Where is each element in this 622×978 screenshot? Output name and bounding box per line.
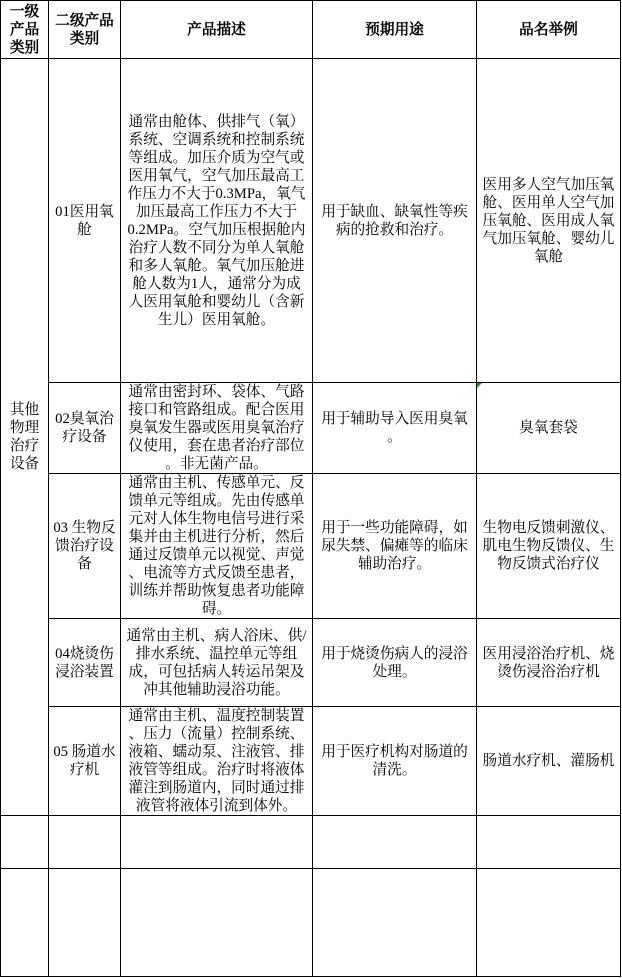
row-2-description-cell (121, 383, 313, 474)
header-product-description-text: 产品描述 (187, 21, 246, 38)
level2-category-text: 05 肠道水疗机 (53, 744, 116, 778)
intended-use-text: 用于一些功能障碍，如 尿失禁、偏瘫等的临床 辅助治疗。 (321, 520, 468, 572)
empty-cell (49, 816, 121, 869)
intended-use-text: 用于辅助导入医用臭氧 。 (321, 411, 468, 445)
row-1-intended-use-cell (313, 59, 477, 383)
row-3-intended-use-cell (313, 474, 477, 619)
row-4-intended-use-cell (313, 619, 477, 707)
product-description-text: 通常由密封环、袋体、气路 接口和管路组成。配合医用 臭氧发生器或医用臭氧治疗 仪使用，套在患者治疗部位 。非无菌产品。 (128, 384, 305, 472)
empty-cell (477, 816, 621, 869)
empty-cell (121, 869, 313, 977)
row-4-level2-category-cell (49, 619, 121, 707)
level2-category-text: 04烧烫伤浸浴装置 (55, 645, 114, 680)
row-2-level2-category-cell (49, 383, 121, 474)
intended-use-text: 用于缺血、缺氧性等疾 病的抢救和治疗。 (321, 203, 468, 238)
level2-category-text: 03 生物反馈治疗设备 (53, 520, 116, 572)
row-2-examples-cell (477, 383, 621, 474)
row-3-level2-category-cell (49, 474, 121, 619)
row-3-description-cell (121, 474, 313, 619)
level1-category-cell (1, 59, 49, 816)
header-level2-category (49, 1, 121, 59)
header-level2-category-text: 二级产品类别 (55, 12, 114, 47)
row-4-examples-cell (477, 619, 621, 707)
product-description-text: 通常由主机、传感单元、反 馈单元等组成。先由传感单 元对人体生物电信号进行采 集并由主机进行分析，然后 通过反馈单元以视觉、声觉 、电流等方式反馈至患者， 训练并帮助恢复患者功能障 碍。 (128, 475, 305, 617)
row-3-examples-cell (477, 474, 621, 619)
empty-cell (313, 869, 477, 977)
product-examples-text: 生物电反馈刺激仪、 肌电生物反馈仪、生 物反馈式治疗仪 (482, 520, 615, 572)
header-product-examples (477, 1, 621, 59)
header-intended-use-text: 预期用途 (365, 21, 424, 38)
product-description-text: 通常由舱体、供排气（氧） 系统、空调系统和控制系统 等组成。加压介质为空气或 医用氧气，空气加压最高工 作压力不大于0.3MPa，氧气 加压最高工作压力不大于 0.2MPa。空气加压根据舱内 治疗人数不同分为单人氧舱 和多人氧舱。氧气加压舱进 舱人数为1人，通常分为成 人医用氧舱和婴幼儿（含新 生儿）医用氧舱。 (127, 113, 306, 328)
error-indicator-icon (477, 383, 482, 388)
header-product-description (121, 1, 313, 59)
level1-category-text: 其他物理治疗设备 (9, 402, 40, 472)
empty-cell (313, 816, 477, 869)
level2-category-text: 02臭氧治疗设备 (55, 411, 114, 445)
row-1-examples-cell (477, 59, 621, 383)
product-examples-text: 肠道水疗机、灌肠机 (482, 753, 615, 769)
product-description-text: 通常由主机、病人浴床、供/ 排水系统、温控单元等组 成，可包括病人转运吊架及 冲其他辅助浸浴功能。 (126, 627, 307, 698)
level2-category-text: 01医用氧舱 (55, 203, 114, 238)
header-level1-category (1, 1, 49, 59)
empty-cell (477, 869, 621, 977)
header-level1-category-text: 一级产品类别 (9, 3, 40, 56)
header-product-examples-text: 品名举例 (519, 21, 578, 38)
empty-cell (49, 869, 121, 977)
row-1-level2-category-cell (49, 59, 121, 383)
row-5-intended-use-cell (313, 707, 477, 816)
empty-cell (121, 816, 313, 869)
product-examples-text: 臭氧套袋 (519, 420, 578, 436)
row-4-description-cell (121, 619, 313, 707)
row-5-level2-category-cell (49, 707, 121, 816)
row-5-description-cell (121, 707, 313, 816)
empty-cell (1, 816, 49, 869)
product-examples-text: 医用多人空气加压氧 舱、医用单人空气加 压氧舱、医用成人氧 气加压氧舱、婴幼儿 氧舱 (482, 176, 615, 265)
product-description-text: 通常由主机、温度控制装置 、压力（流量）控制系统、 液箱、蠕动泵、注液管、排 液管等组成。治疗时将液体 灌注到肠道内，同时通过排 液管将液体引流到体外。 (128, 708, 305, 814)
intended-use-text: 用于烧烫伤病人的浸浴 处理。 (321, 645, 468, 680)
empty-cell (1, 869, 49, 977)
header-intended-use (313, 1, 477, 59)
product-examples-text: 医用浸浴治疗机、烧 烫伤浸浴治疗机 (482, 645, 615, 680)
row-2-intended-use-cell (313, 383, 477, 474)
row-5-examples-cell (477, 707, 621, 816)
row-1-description-cell (121, 59, 313, 383)
intended-use-text: 用于医疗机构对肠道的 清洗。 (321, 744, 468, 778)
